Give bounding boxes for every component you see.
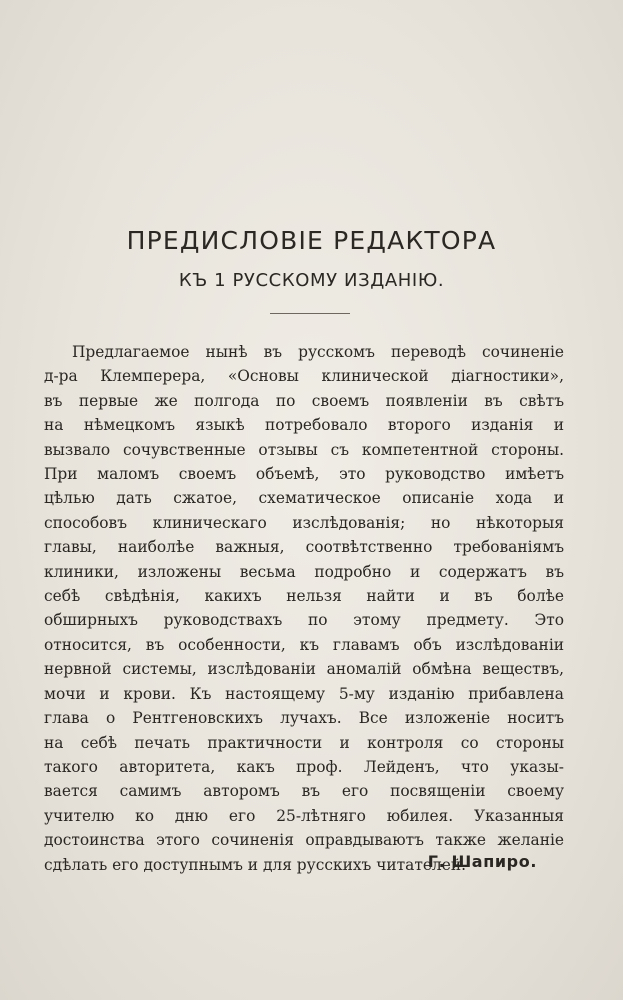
preface-paragraph xyxy=(44,340,564,877)
page-title: ПРЕДИСЛОВІЕ РЕДАКТОРА xyxy=(126,226,497,255)
text-line: сдѣлать его доступнымъ и для русскихъ читателей. xyxy=(44,855,466,874)
text-line: мочи и крови. Къ настоящему 5-му изданію прибавлена xyxy=(44,684,564,703)
text-line: нервной системы, изслѣдованіи аномалій обмѣна веществъ, xyxy=(44,660,564,679)
text-line: вается самимъ авторомъ въ его посвященіи своему xyxy=(44,782,564,801)
text-line: вызвало сочувственные отзывы съ компетентной стороны. xyxy=(44,440,564,459)
text-line: себѣ свѣдѣнія, какихъ нельзя найти и въ болѣе xyxy=(44,587,564,606)
title-divider xyxy=(270,313,350,314)
text-line: глава о Рентгеновскихъ лучахъ. Все изложеніе носитъ xyxy=(44,709,564,728)
text-line: такого авторитета, какъ проф. Лейденъ, что указы- xyxy=(44,757,564,776)
text-line: достоинства этого сочиненія оправдываютъ также желаніе xyxy=(44,831,564,850)
text-line: на себѣ печать практичности и контроля со стороны xyxy=(44,733,564,752)
author-signature: Г. Шапиро. xyxy=(427,852,537,871)
text-line: обширныхъ руководствахъ по этому предмету. Это xyxy=(44,611,564,630)
text-line: д-ра Клемперера, «Основы клинической діагностики», xyxy=(44,367,564,386)
text-line: относится, въ особенности, къ главамъ объ изслѣдованіи xyxy=(44,635,564,654)
text-line: учителю ко дню его 25-лѣтняго юбилея. Указанныя xyxy=(44,806,564,825)
page-subtitle: КЪ 1 РУССКОМУ ИЗДАНІЮ. xyxy=(178,270,445,291)
text-line: главы, наиболѣе важныя, соотвѣтственно требованіямъ xyxy=(44,538,564,557)
text-line: способовъ клиническаго изслѣдованія; но нѣкоторыя xyxy=(44,513,564,532)
text-line: клиники, изложены весьма подробно и содержатъ въ xyxy=(44,562,564,581)
text-line: цѣлью дать сжатое, схематическое описаніе хода и xyxy=(44,489,564,508)
text-line: въ первые же полгода по своемъ появленіи въ свѣтъ xyxy=(44,391,564,410)
text-line: на нѣмецкомъ языкѣ потребовало второго изданія и xyxy=(44,416,564,435)
text-line: Предлагаемое нынѣ въ русскомъ переводѣ сочиненіе xyxy=(72,343,564,361)
text-line: При маломъ своемъ объемѣ, это руководство имѣетъ xyxy=(44,465,564,484)
